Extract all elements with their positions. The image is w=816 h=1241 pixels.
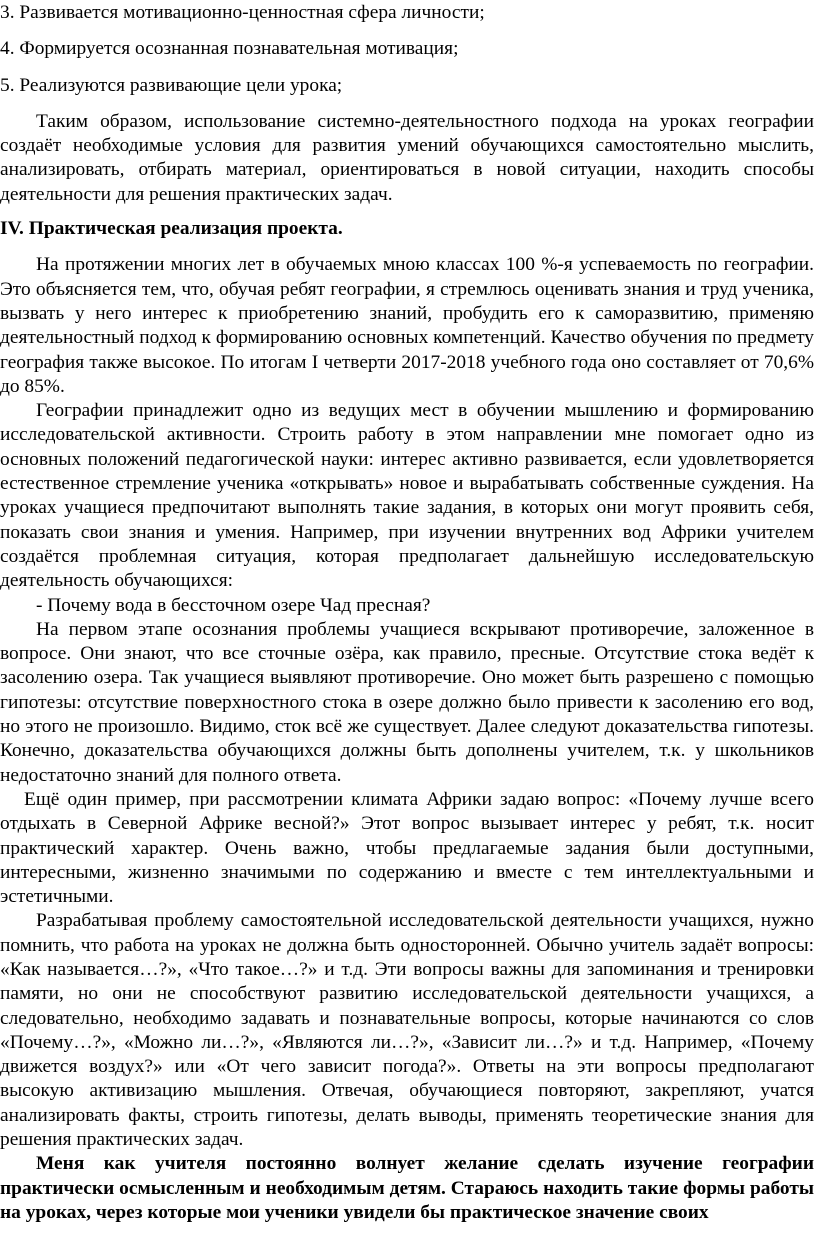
paragraph-questions: Разрабатывая проблему самостоятельной исследовательской деятельности учащихся, нужно помнить, что работа на уроках не должна быть односторонней. Обычно учитель задаёт вопросы: «Как называется…?», «Что такое…?» и т.д. Эти вопросы важны для запоминания и тренировки памяти, но они не способствуют развитию исследовательской деятельности учащихся, а следовательно, необходимо задавать и познавательные вопросы, которые начинаются со слов «Почему…?», «Можно ли…?», «Являются ли…?», «Зависит ли…?» и т.д. Например, «Почему движется воздух?» или «От чего зависит погода?». Ответы на эти вопросы предполагают высокую активизацию мышления. Отвечая, обучающиеся повторяют, закрепляют, учатся анализировать факты, строить гипотезы, делать выводы, применять теоретические знания для решения практических задач.	[0, 910, 814, 1151]
paragraph-performance: На протяжении многих лет в обучаемых мною классах 100 %-я успеваемость по географии. Это объясняется тем, что, обучая ребят географии, я стремлюсь оценивать знания и труд ученика, вызвать у него интерес к приобретению знаний, пробудить его к саморазвитию, применяю деятельностный подход к формированию основных компетенций. Качество обучения по предмету география также высокое. По итогам I четверти 2017-2018 учебного года оно составляет от 70,6% до 85%.	[0, 254, 814, 397]
paragraph-teacher-goal: Меня как учителя постоянно волнует желание сделать изучение географии практически осмысленным и необходимым детям. Стараюсь находить такие формы работы на уроках, через которые мои ученики увидели бы практическое значение своих	[0, 1153, 814, 1223]
list-item: 3. Развивается мотивационно-ценностная сфера личности;	[0, 2, 485, 23]
paragraph-geography-role: Географии принадлежит одно из ведущих мест в обучении мышлению и формированию исследовательской активности. Строить работу в этом направлении мне помогает одно из основных положений педагогической науки: интерес активно развивается, если удовлетворяется естественное стремление ученика «открывать» новое и вырабатывать собственные суждения. На уроках учащиеся предпочитают выполнять такие задания, в которых они могут проявить себя, показать свои знания и умения. Например, при изучении внутренних вод Африки учителем создаётся проблемная ситуация, которая предполагает дальнейшую исследовательскую деятельность обучающихся:	[0, 400, 814, 592]
question-line: - Почему вода в бессточном озере Чад пресная?	[36, 594, 431, 616]
paragraph-climate-example: Ещё один пример, при рассмотрении климата Африки задаю вопрос: «Почему лучше всего отдыхать в Северной Африке весной?» Этот вопрос вызывает интерес у ребят, т.к. носит практический характер. Очень важно, чтобы предлагаемые задания были доступными, интересными, жизненно значимыми по содержанию и вместе с тем интеллектуальными и эстетичными.	[0, 788, 814, 908]
paragraph-first-stage: На первом этапе осознания проблемы учащиеся вскрывают противоречие, заложенное в вопросе. Они знают, что все сточные озёра, как правило, пресные. Отсутствие стока ведёт к засолению озера. Так учащиеся выявляют противоречие. Оно может быть разрешено с помощью гипотезы: отсутствие поверхностного стока в озере должно было привести к засолению его вод, но этого не произошло. Видимо, сток всё же существует. Далее следуют доказательства гипотезы. Конечно, доказательства обучающихся должны быть дополнены учителем, т.к. у школьников недостаточно знаний для полного ответа.	[0, 618, 814, 786]
list-item: 5. Реализуются развивающие цели урока;	[0, 74, 343, 96]
list-item: 4. Формируется осознанная познавательная мотивация;	[0, 38, 459, 60]
paragraph-conclusion: Таким образом, использование системно-деятельностного подхода на уроках географии создаёт необходимые условия для развития умений обучающихся самостоятельно мыслить, анализировать, отбирать материал, ориентироваться в новой ситуации, находить способы деятельности для решения практических задач.	[0, 110, 814, 205]
section-heading: IV. Практическая реализация проекта.	[0, 218, 343, 240]
